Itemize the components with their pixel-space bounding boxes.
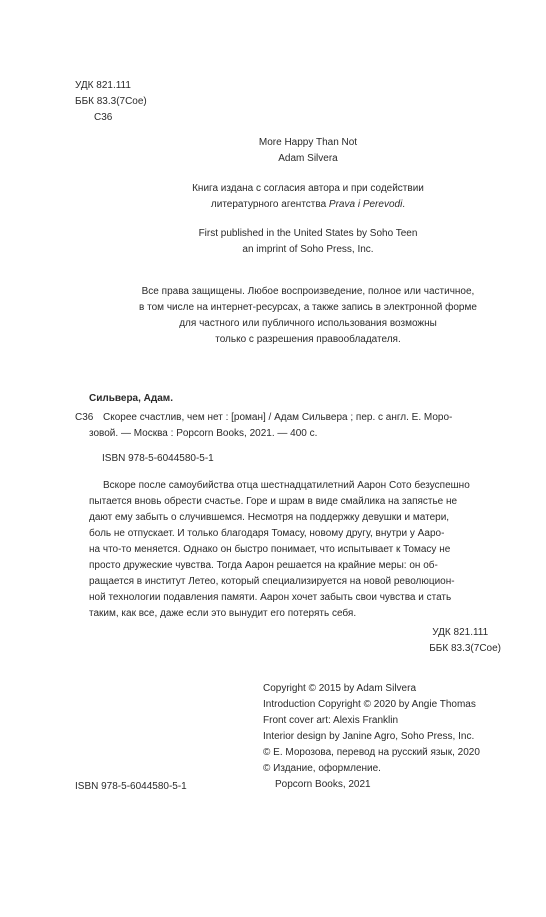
rights-notice <box>100 284 516 348</box>
author-mark: С36 <box>94 112 113 123</box>
final-isbn: ISBN 978-5-6044580-5-1 <box>75 781 187 792</box>
rights-line: Все права защищены. Любое воспроизведение, полное или частичное, <box>141 286 475 297</box>
annotation-line: на что-то меняется. Однако он быстро понимает, что испытывает к Томасу не <box>89 544 451 555</box>
rights-line: для частного или публичного использования возможны <box>179 318 437 329</box>
annotation-line: дают ему забыть о случившемся. Несмотря на поддержку девушки и матери, <box>89 512 450 523</box>
original-title: More Happy Than Not <box>258 137 358 148</box>
first-published <box>160 226 456 258</box>
udk-code: УДК 821.111 <box>75 80 131 91</box>
agency-note-line1: Книга издана с согласия автора и при содействии <box>192 183 424 194</box>
copyright-line: © Издание, оформление. <box>263 763 381 774</box>
original-author: Adam Silvera <box>278 153 338 164</box>
annotation-line: боль не отпускает. И только благодаря Томасу, новому другу, внутри у Аарo- <box>89 528 445 539</box>
agency-note <box>150 181 466 213</box>
top-codes <box>75 78 147 126</box>
bottom-udk-code: УДК 821.111 <box>432 627 489 638</box>
annotation-line: Вскоре после самоубийства отца шестнадцатилетний Аарон Сото безуспешно <box>103 480 470 491</box>
annotation-line: ращается в институт Летео, который специализируется на новой революцион- <box>89 576 455 587</box>
catalog-description <box>89 410 502 442</box>
original-title-block <box>173 135 443 167</box>
copyrights <box>263 681 480 793</box>
annotation-line: пытается вновь обрести счастье. Горе и шрам в виде смайлика на запястье не <box>89 496 458 507</box>
catalog-mark: С36 <box>75 412 94 423</box>
catalog-description-line1: Скорее счастлив, чем нет : [роман] / Адам Сильвера ; пер. с англ. Е. Моро- <box>103 412 453 423</box>
catalog-author-heading: Сильвера, Адам. <box>89 393 173 404</box>
copyright-line: Front cover art: Alexis Franklin <box>263 715 399 726</box>
bbk-code: ББК 83.3(7Сое) <box>75 96 147 107</box>
bottom-bbk-code: ББК 83.3(7Сое) <box>429 643 501 654</box>
catalog-isbn: ISBN 978-5-6044580-5-1 <box>102 453 214 464</box>
agency-note-line2: литературного агентства Prava i Perevodi. <box>210 199 406 210</box>
annotation <box>89 478 502 622</box>
annotation-line: просто дружеские чувства. Тогда Аарон решается на крайние меры: он об- <box>89 560 438 571</box>
agency-name: Prava i Perevodi <box>328 199 403 210</box>
rights-line: в том числе на интернет-ресурсах, а также запись в электронной форме <box>139 302 477 313</box>
copyright-line: © Е. Морозова, перевод на русский язык, 2020 <box>263 747 480 758</box>
copyright-line: Introduction Copyright © 2020 by Angie Thomas <box>263 699 476 710</box>
bottom-codes <box>429 625 501 657</box>
first-published-line1: First published in the United States by Soho Teen <box>198 228 418 239</box>
catalog-description-line2: зовой. — Москва : Popcorn Books, 2021. — 400 с. <box>89 428 318 439</box>
copyright-line: Copyright © 2015 by Adam Silvera <box>263 683 417 694</box>
copyright-line: Interior design by Janine Agro, Soho Press, Inc. <box>263 731 475 742</box>
annotation-line: ной технологии подавления памяти. Аарон хочет забыть свои чувства и стать <box>89 592 452 603</box>
annotation-line: таким, как все, даже если это вынудит его потерять себя. <box>89 608 357 619</box>
first-published-line2: an imprint of Soho Press, Inc. <box>242 244 374 255</box>
rights-line: только с разрешения правообладателя. <box>215 334 401 345</box>
copyright-publisher: Popcorn Books, 2021 <box>275 779 371 790</box>
